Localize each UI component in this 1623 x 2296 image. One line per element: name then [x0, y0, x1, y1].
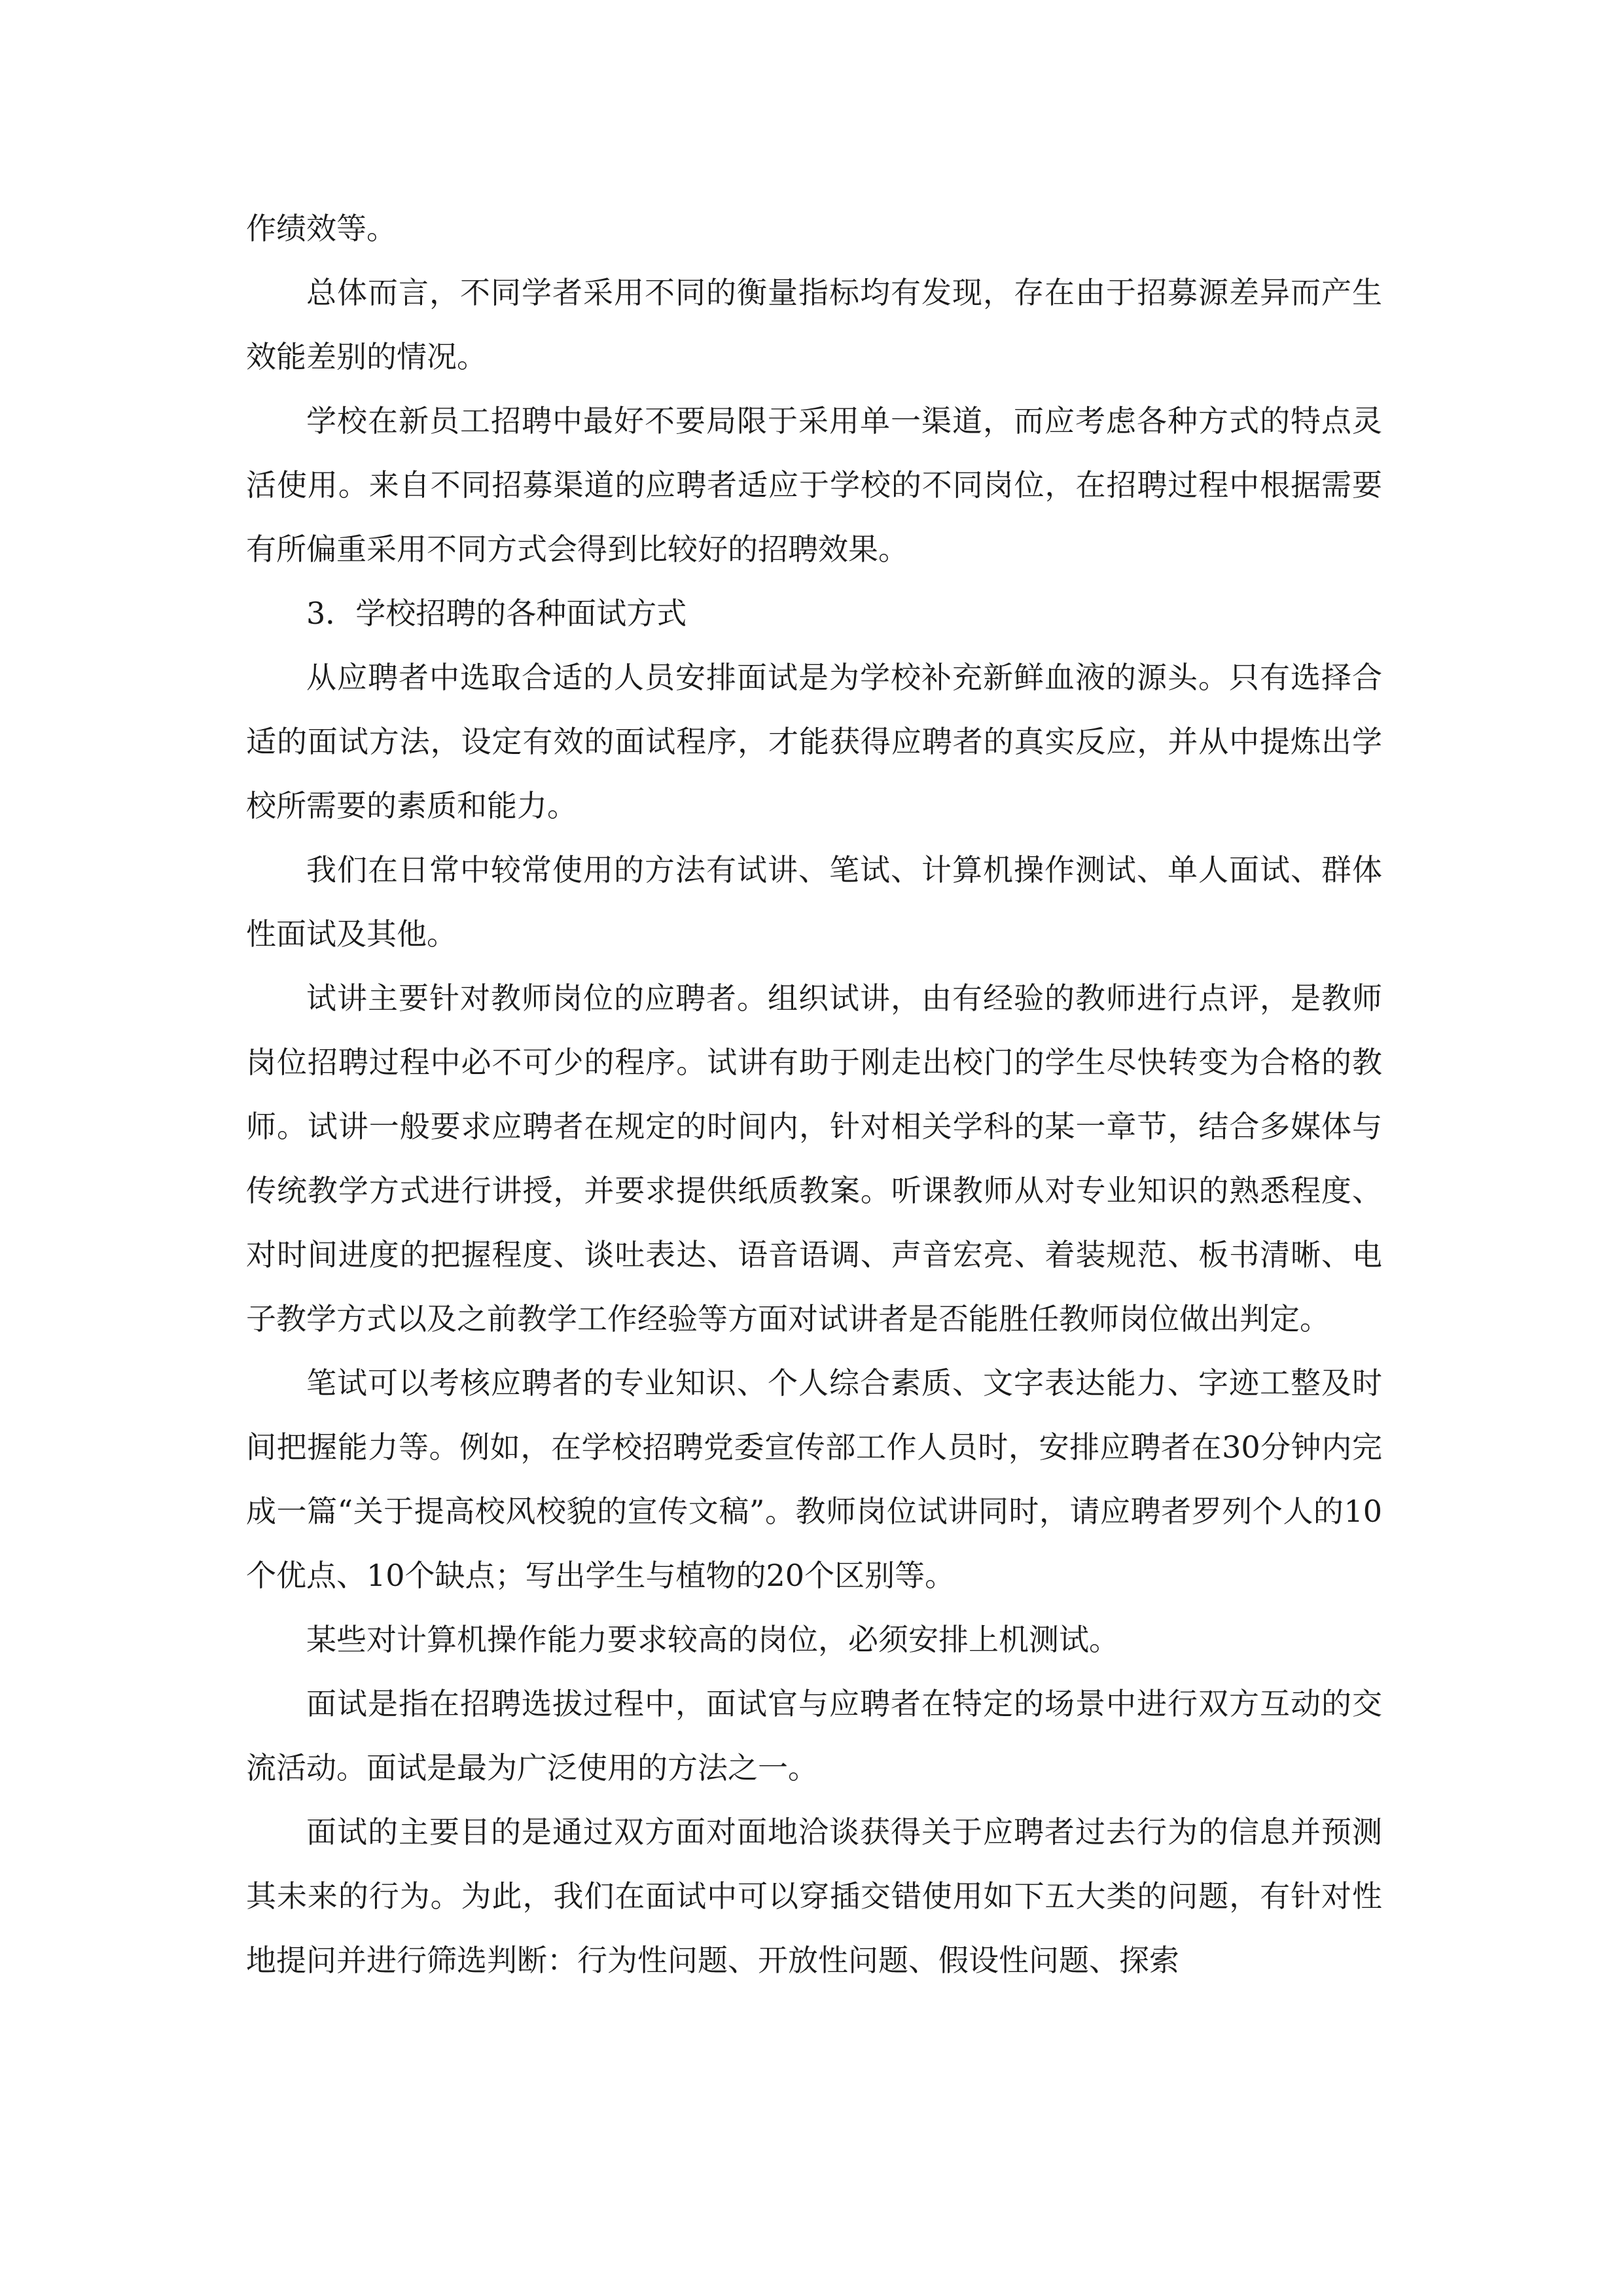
paragraph-written-test: 笔试可以考核应聘者的专业知识、个人综合素质、文字表达能力、字迹工整及时间把握能力等。例如，在学校招聘党委宣传部工作人员时，安排应聘者在30分钟内完成一篇“关于提高校风校貌的宣传文稿”。教师岗位试讲同时，请应聘者罗列个人的10个优点、10个缺点；写出学生与植物的20个区别等。 — [246, 1365, 1382, 1593]
paragraph-interview-definition: 面试是指在招聘选拔过程中，面试官与应聘者在特定的场景中进行双方互动的交流活动。面试是最为广泛使用的方法之一。 — [246, 1686, 1382, 1785]
paragraph-interview-purpose: 面试的主要目的是通过双方面对面地洽谈获得关于应聘者过去行为的信息并预测其未来的行为。为此，我们在面试中可以穿插交错使用如下五大类的问题，有针对性地提问并进行筛选判断：行为性问题、开放性问题、假设性问题、探索 — [246, 1814, 1382, 1978]
paragraph-channels: 学校在新员工招聘中最好不要局限于采用单一渠道，而应考虑各种方式的特点灵活使用。来自不同招募渠道的应聘者适应于学校的不同岗位，在招聘过程中根据需要有所偏重采用不同方式会得到比较好的招聘效果。 — [246, 403, 1382, 567]
section-heading: 3．学校招聘的各种面试方式 — [306, 596, 687, 631]
paragraph-computer-test: 某些对计算机操作能力要求较高的岗位，必须安排上机测试。 — [306, 1622, 1119, 1657]
paragraph-continuation: 作绩效等。 — [246, 211, 397, 246]
paragraph-trial-lecture: 试讲主要针对教师岗位的应聘者。组织试讲，由有经验的教师进行点评，是教师岗位招聘过程中必不可少的程序。试讲有助于刚走出校门的学生尽快转变为合格的教师。试讲一般要求应聘者在规定的时间内，针对相关学科的某一章节，结合多媒体与传统教学方式进行讲授，并要求提供纸质教案。听课教师从对专业知识的熟悉程度、对时间进度的把握程度、谈吐表达、语音语调、声音宏亮、着装规范、板书清晰、电子教学方式以及之前教学工作经验等方面对试讲者是否能胜任教师岗位做出判定。 — [246, 980, 1382, 1336]
body-text — [246, 196, 1382, 1992]
paragraph-methods: 我们在日常中较常使用的方法有试讲、笔试、计算机操作测试、单人面试、群体性面试及其他。 — [246, 852, 1382, 952]
paragraph-interview-source: 从应聘者中选取合适的人员安排面试是为学校补充新鲜血液的源头。只有选择合适的面试方法，设定有效的面试程序，才能获得应聘者的真实反应，并从中提炼出学校所需要的素质和能力。 — [246, 660, 1382, 823]
paragraph-summary: 总体而言，不同学者采用不同的衡量指标均有发现，存在由于招募源差异而产生效能差别的情况。 — [246, 275, 1382, 374]
